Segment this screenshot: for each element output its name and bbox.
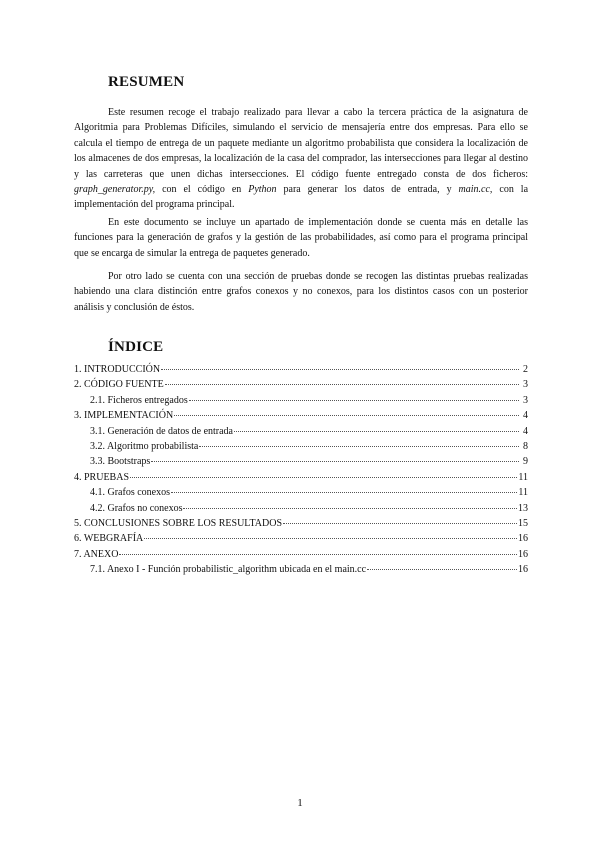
toc-entry[interactable] — [74, 562, 528, 577]
toc-entry[interactable] — [74, 485, 528, 500]
toc-entry-page: 13 — [518, 502, 528, 514]
resumen-heading: RESUMEN — [108, 74, 185, 90]
resumen-p1-text-d: con la implementación del programa principal. — [74, 184, 529, 211]
toc-entry[interactable] — [74, 424, 528, 439]
toc-dot-leader — [183, 507, 517, 509]
toc-entry-text: 4.2. Grafos no conexos — [90, 502, 183, 514]
toc-entry[interactable] — [74, 377, 528, 392]
toc-entry-text: 1. INTRODUCCIÓN — [74, 364, 161, 375]
toc-entry-page: 11 — [518, 487, 528, 499]
language-name: Python — [248, 184, 277, 196]
resumen-paragraph-2: En este documento se incluye un apartado de implementación donde se cuenta más en detalle las funciones para la generación de grafos y la gestión de las probabilidades, así como para el programa principal que se encarga de simular la entrega de paquetes generado. — [74, 217, 528, 259]
toc-dot-leader — [171, 491, 517, 493]
toc-entry-text: 3.3. Bootstraps — [90, 456, 151, 468]
toc-dot-leader — [199, 445, 519, 447]
toc-entry-text: 3.1. Generación de datos de entrada — [90, 425, 233, 437]
table-of-contents — [74, 362, 528, 577]
file-name-graph-generator: graph_generator.py, — [74, 184, 156, 196]
toc-entry[interactable] — [74, 439, 528, 454]
toc-dot-leader — [367, 568, 517, 570]
toc-entry-text: 2. CÓDIGO FUENTE — [74, 379, 164, 391]
page-number: 1 — [297, 797, 303, 809]
toc-entry-text: 5. CONCLUSIONES SOBRE LOS RESULTADOS — [74, 517, 283, 529]
toc-entry-text: 4. PRUEBAS — [74, 471, 130, 483]
resumen-p1-text-a: Este resumen recoge el trabajo realizado para llevar a cabo la tercera práctica de la asignatura de Algoritmia para Problemas Difíciles, simulando el servicio de mensajería entre dos empresas. Para ello se calcula el tiempo de entrega de un paquete mediante un algoritmo probabilista que considera la localización de los almacenes de dos empresas, la localización de la casa del comprador, las intersecciones para llegar al destino y las carreteras que unen dichas intersecciones. El código fuente entregado consta de dos ficheros: — [74, 107, 528, 180]
toc-entry[interactable] — [74, 393, 528, 408]
toc-entry-text: 7. ANEXO — [74, 548, 119, 560]
toc-dot-leader — [234, 430, 519, 432]
toc-entry-page: 16 — [518, 533, 528, 545]
resumen-paragraph-3: Por otro lado se cuenta con una sección de pruebas donde se recogen las distintas pruebas realizadas habiendo una clara distinción entre grafos conexos y no conexos, para los distintos casos con un posterior análisis y conclusión de éstos. — [74, 271, 528, 313]
toc-dot-leader — [189, 399, 519, 401]
toc-entry[interactable] — [74, 547, 528, 562]
toc-entry-page: 16 — [518, 564, 528, 576]
toc-dot-leader — [165, 383, 519, 385]
toc-entry-text: 6. WEBGRAFÍA — [74, 533, 144, 545]
toc-entry-text: 4.1. Grafos conexos — [90, 487, 170, 499]
toc-entry[interactable] — [74, 470, 528, 485]
toc-entry-text: 3.2. Algoritmo probabilista — [90, 440, 199, 452]
toc-entry-page: 15 — [518, 517, 528, 529]
toc-dot-leader — [119, 553, 517, 555]
toc-entry[interactable] — [74, 501, 528, 516]
toc-entry[interactable] — [74, 516, 528, 531]
resumen-paragraph-1 — [74, 105, 528, 213]
toc-entry-page: 4 — [523, 425, 528, 437]
toc-entry-page: 4 — [523, 410, 528, 422]
toc-entry[interactable] — [74, 454, 528, 469]
toc-entry-page: 11 — [518, 471, 528, 483]
toc-dot-leader — [151, 460, 519, 462]
toc-entry-page: 2 — [523, 364, 528, 375]
toc-dot-leader — [283, 522, 517, 524]
toc-entry-text: 2.1. Ficheros entregados — [90, 394, 188, 406]
resumen-p1-text-c: para generar los datos de entrada, y — [276, 184, 459, 196]
toc-dot-leader — [174, 414, 519, 416]
toc-dot-leader — [130, 476, 517, 478]
toc-entry[interactable] — [74, 362, 528, 377]
file-name-main: main.cc, — [458, 184, 493, 196]
toc-entry-page: 16 — [518, 548, 528, 560]
toc-entry[interactable] — [74, 408, 528, 423]
indice-heading: ÍNDICE — [108, 339, 164, 355]
toc-entry-text: 7.1. Anexo I - Función probabilistic_algorithm ubicada en el main.cc — [90, 564, 367, 576]
toc-entry[interactable] — [74, 531, 528, 546]
toc-dot-leader — [144, 537, 517, 539]
toc-entry-page: 8 — [523, 440, 528, 452]
resumen-p1-text-b: con el código en — [155, 184, 249, 196]
toc-entry-page: 9 — [523, 456, 528, 468]
toc-dot-leader — [161, 368, 519, 370]
toc-entry-text: 3. IMPLEMENTACIÓN — [74, 410, 174, 422]
toc-entry-page: 3 — [523, 394, 528, 406]
toc-entry-page: 3 — [523, 379, 528, 391]
